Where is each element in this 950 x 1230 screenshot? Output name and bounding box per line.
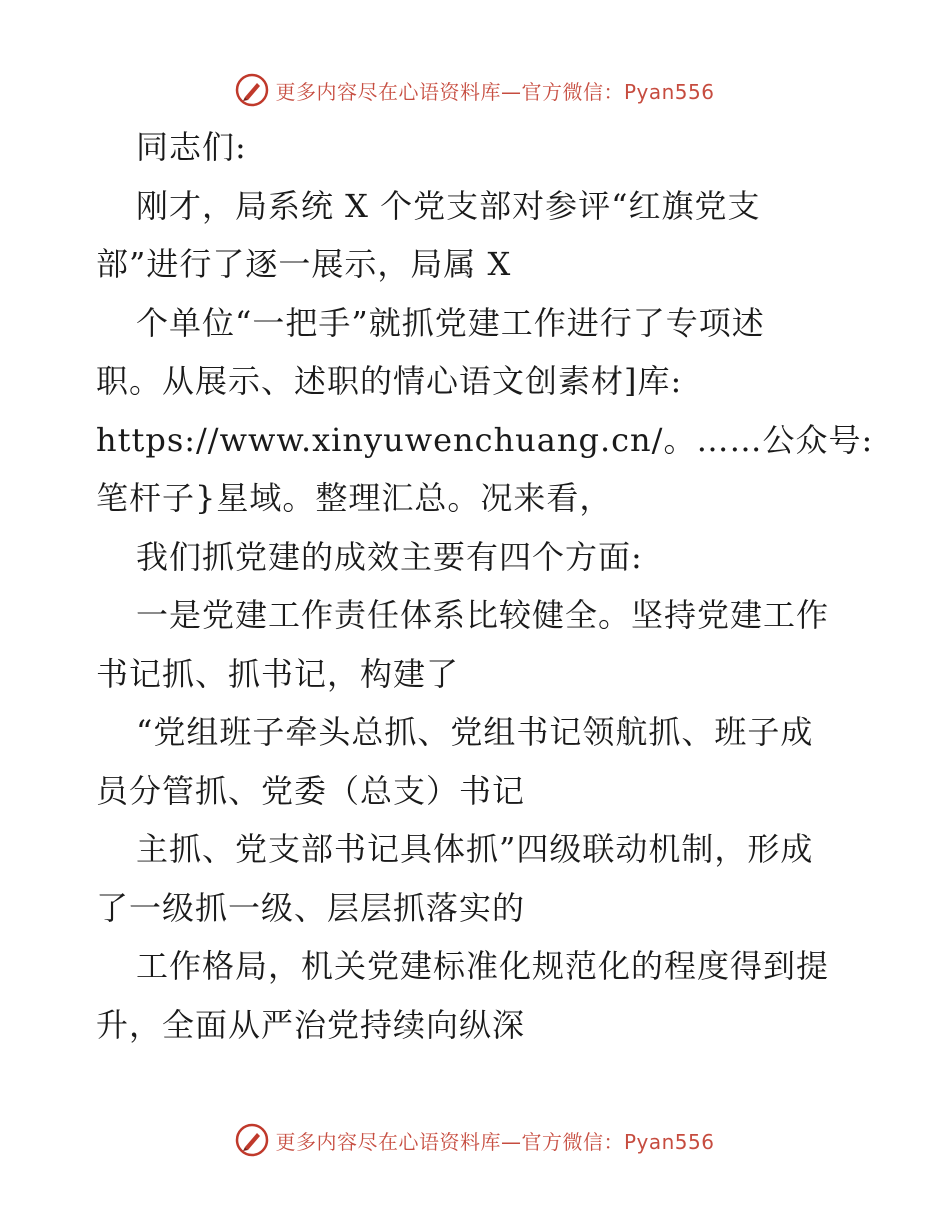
text-line: 笔杆子}星域。整理汇总。况来看， [96,479,613,517]
text-line: 同志们: [136,128,247,166]
header-watermark [0,70,950,110]
pen-logo-icon [235,73,269,107]
text-line: 刚才，局系统 X 个党支部对参评“红旗党支 [136,186,761,225]
footer-watermark-text: 更多内容尽在心语资料库—官方微信：Pyan556 [275,1129,715,1154]
text-line: 我们抓党建的成效主要有四个方面: [136,537,643,576]
text-line: “党组班子牵头总抓、党组书记领航抓、班子成 [136,713,814,751]
text-line: 书记抓、抓书记，构建了 [96,654,460,693]
text-line: 部”进行了逐一展示，局属 X [96,245,512,283]
text-line: 一是党建工作责任体系比较健全。坚持党建工作 [136,596,830,634]
text-line: 主抓、党支部书记具体抓”四级联动机制，形成 [136,830,814,868]
text-line: 职。从展示、述职的情心语文创素材]库: [96,362,683,400]
header-watermark-text: 更多内容尽在心语资料库—官方微信：Pyan556 [275,79,715,104]
footer-watermark [0,1120,950,1160]
pen-logo-icon [235,1123,269,1157]
text-line: 工作格局，机关党建标准化规范化的程度得到提 [136,947,830,985]
document-body [96,118,876,1054]
text-line: 升，全面从严治党持续向纵深 [96,1005,526,1044]
text-line: 了一级抓一级、层层抓落实的 [96,888,526,927]
text-line: 个单位“一把手”就抓党建工作进行了专项述 [136,303,765,342]
text-line: https://www.xinyuwenchuang.cn/。……公众号: [96,420,874,459]
text-line: 员分管抓、党委（总支）书记 [96,771,526,810]
